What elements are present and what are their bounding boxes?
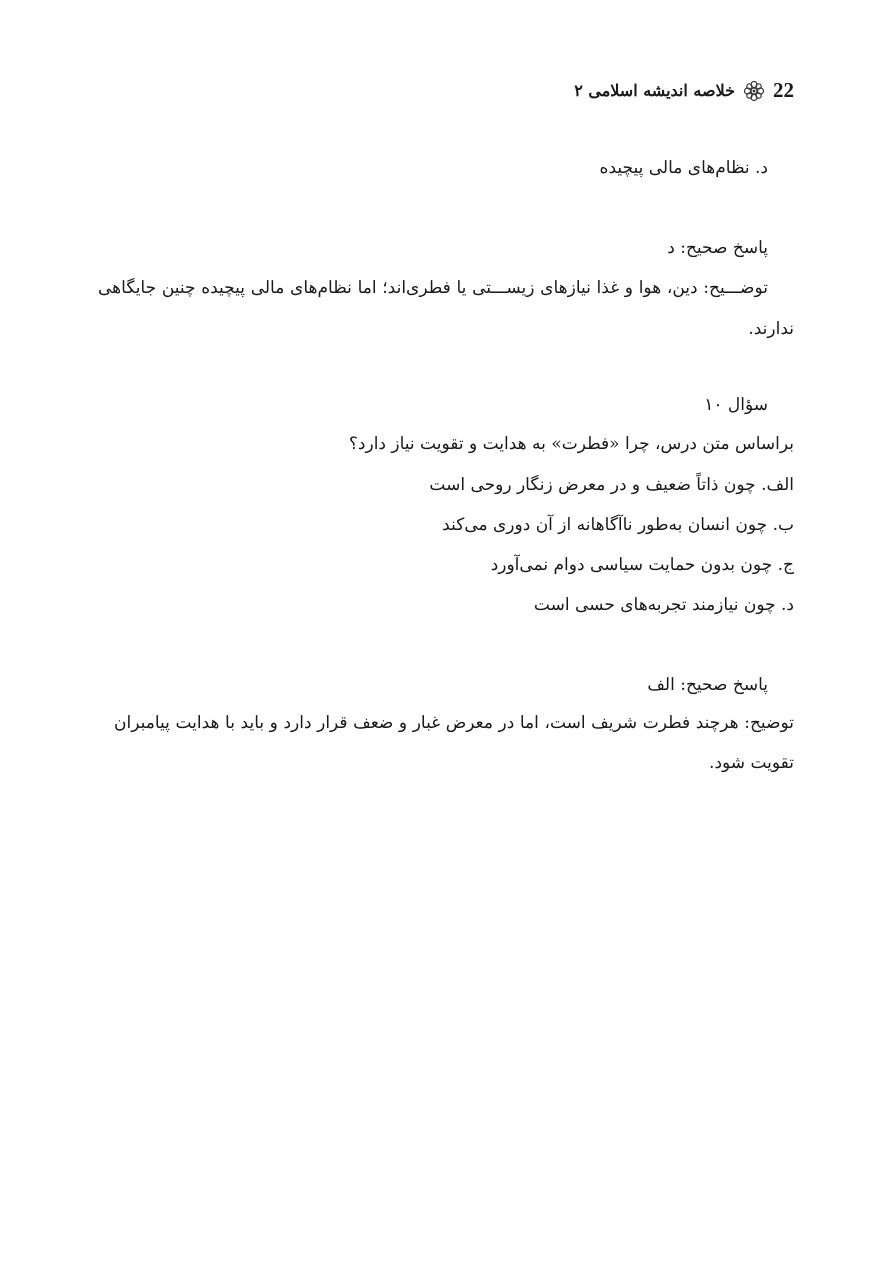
explanation-line: تقویت شود.	[709, 753, 794, 773]
option-a-text: الف. چون ذاتاً ضعیف و در معرض زنگار روحی است	[429, 475, 794, 495]
page-number: 22	[773, 78, 794, 102]
option-c-text: ج. چون بدون حمایت سیاسی دوام نمی‌آورد	[490, 555, 794, 575]
question-title: سؤال ۱۰	[704, 395, 768, 415]
option-d-text: د. چون نیازمند تجربه‌های حسی است	[533, 595, 794, 615]
flower-ornament-icon	[743, 80, 765, 102]
correct-answer-text: پاسخ صحیح: الف	[647, 675, 768, 695]
page-header	[574, 78, 794, 103]
explanation-line: توضـــیح: دین، هوا و غذا نیازهای زیســـتی یا فطری‌اند؛ اما نظام‌های مالی پیچیده چنین جایگاهی	[98, 278, 768, 298]
correct-answer-text: پاسخ صحیح: د	[667, 238, 768, 258]
question-text: براساس متن درس، چرا «فطرت» به هدایت و تقویت نیاز دارد؟	[348, 434, 794, 454]
header-title: خلاصه اندیشه اسلامی ۲	[574, 81, 735, 100]
explanation-line: توضیح: هرچند فطرت شریف است، اما در معرض غبار و ضعف قرار دارد و باید با هدایت پیامبران	[114, 713, 794, 733]
explanation-line: ندارند.	[748, 319, 794, 339]
option-d-text: د. نظام‌های مالی پیچیده	[599, 158, 768, 178]
option-b-text: ب. چون انسان به‌طور ناآگاهانه از آن دوری می‌کند	[442, 515, 794, 535]
